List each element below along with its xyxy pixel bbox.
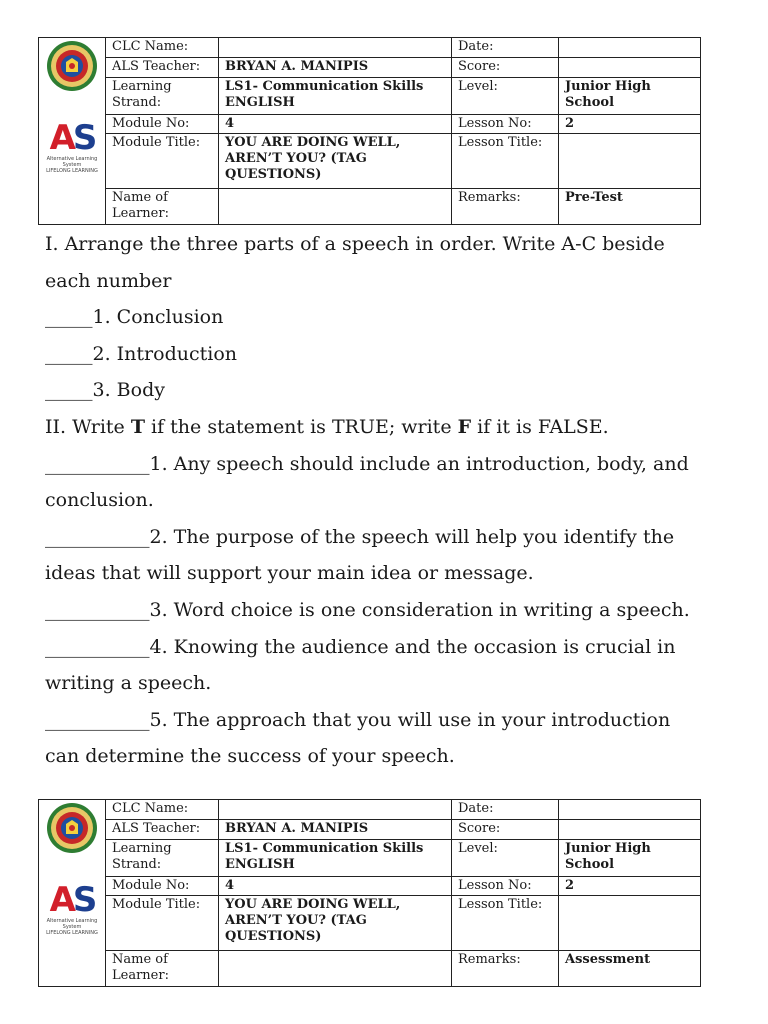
lesson-no-value: 2	[559, 876, 701, 895]
module-title-label: Module Title:	[106, 895, 219, 950]
learner-name-label: Name of Learner:	[106, 188, 219, 224]
level-value: Junior High School	[559, 78, 701, 114]
lesson-title-label: Lesson Title:	[452, 133, 559, 188]
remarks-label: Remarks:	[452, 950, 559, 986]
part1-item-1: _____1. Conclusion	[45, 306, 224, 329]
als-tagline: Alternative Learning System	[46, 156, 98, 168]
module-header-table-bottom	[38, 799, 701, 987]
clc-name-field[interactable]	[219, 800, 452, 820]
als-logo	[45, 882, 99, 936]
part2-instruction-pre: II. Write	[45, 415, 131, 438]
lesson-no-label: Lesson No:	[452, 876, 559, 895]
teacher-value: BRYAN A. MANIPIS	[219, 58, 452, 78]
als-tagline-2: LIFELONG LEARNING	[46, 930, 98, 936]
als-letters-s: S	[72, 118, 95, 158]
score-label: Score:	[452, 820, 559, 840]
part2-item-2: ___________2. The purpose of the speech will help you identify the ideas that will support your main idea or message.	[45, 525, 675, 585]
module-no-value: 4	[219, 876, 452, 895]
worksheet-body	[45, 226, 745, 775]
score-field[interactable]	[559, 820, 701, 840]
remarks-value: Pre-Test	[559, 188, 701, 224]
als-letters-s: S	[72, 880, 95, 920]
part2-item-3: ___________3. Word choice is one consideration in writing a speech.	[45, 598, 690, 621]
clc-name-label: CLC Name:	[106, 800, 219, 820]
module-header-table-top	[38, 37, 701, 225]
part2-item-1: ___________1. Any speech should include an introduction, body, and conclusion.	[45, 452, 689, 512]
module-no-value: 4	[219, 114, 452, 133]
score-field[interactable]	[559, 58, 701, 78]
als-tagline-2: LIFELONG LEARNING	[46, 168, 98, 174]
remarks-value: Assessment	[559, 950, 701, 986]
learner-name-field[interactable]	[219, 950, 452, 986]
lesson-title-field[interactable]	[559, 895, 701, 950]
clc-name-field[interactable]	[219, 38, 452, 58]
als-letters-a: A	[49, 880, 73, 920]
false-marker: F	[457, 415, 472, 438]
part2-instruction-post: if it is FALSE.	[471, 415, 609, 438]
part1-instruction: I. Arrange the three parts of a speech in order. Write A-C beside each number	[45, 233, 665, 292]
part2-instruction	[45, 409, 745, 446]
module-title-value: YOU ARE DOING WELL, AREN’T YOU? (TAG QUESTIONS)	[219, 895, 452, 950]
learner-name-label: Name of Learner:	[106, 950, 219, 986]
module-title-value: YOU ARE DOING WELL, AREN’T YOU? (TAG QUESTIONS)	[219, 133, 452, 188]
level-label: Level:	[452, 840, 559, 876]
lesson-title-label: Lesson Title:	[452, 895, 559, 950]
date-field[interactable]	[559, 38, 701, 58]
date-label: Date:	[452, 800, 559, 820]
level-label: Level:	[452, 78, 559, 114]
remarks-label: Remarks:	[452, 188, 559, 224]
als-logo	[45, 120, 99, 174]
level-value: Junior High School	[559, 840, 701, 876]
part2-item-4: ___________4. Knowing the audience and the occasion is crucial in writing a speech.	[45, 635, 676, 695]
als-letters-a: A	[49, 118, 73, 158]
date-field[interactable]	[559, 800, 701, 820]
teacher-label: ALS Teacher:	[106, 58, 219, 78]
logo-cell	[39, 800, 106, 987]
module-no-label: Module No:	[106, 114, 219, 133]
lesson-no-label: Lesson No:	[452, 114, 559, 133]
clc-name-label: CLC Name:	[106, 38, 219, 58]
teacher-label: ALS Teacher:	[106, 820, 219, 840]
als-tagline: Alternative Learning System	[46, 918, 98, 930]
deped-seal-icon	[46, 802, 98, 854]
deped-seal-icon	[46, 40, 98, 92]
part1-item-2: _____2. Introduction	[45, 342, 237, 365]
part2-item-5: ___________5. The approach that you will use in your introduction can determine the success of your speech.	[45, 708, 671, 768]
part1-item-3: _____3. Body	[45, 379, 165, 402]
learner-name-field[interactable]	[219, 188, 452, 224]
strand-label: Learning Strand:	[106, 840, 219, 876]
true-marker: T	[130, 415, 145, 438]
strand-label: Learning Strand:	[106, 78, 219, 114]
lesson-title-field[interactable]	[559, 133, 701, 188]
module-title-label: Module Title:	[106, 133, 219, 188]
strand-value: LS1- Communication Skills ENGLISH	[219, 840, 452, 876]
strand-value: LS1- Communication Skills ENGLISH	[219, 78, 452, 114]
date-label: Date:	[452, 38, 559, 58]
logo-cell	[39, 38, 106, 225]
teacher-value: BRYAN A. MANIPIS	[219, 820, 452, 840]
module-no-label: Module No:	[106, 876, 219, 895]
lesson-no-value: 2	[559, 114, 701, 133]
part2-instruction-mid: if the statement is TRUE; write	[144, 415, 458, 438]
score-label: Score:	[452, 58, 559, 78]
